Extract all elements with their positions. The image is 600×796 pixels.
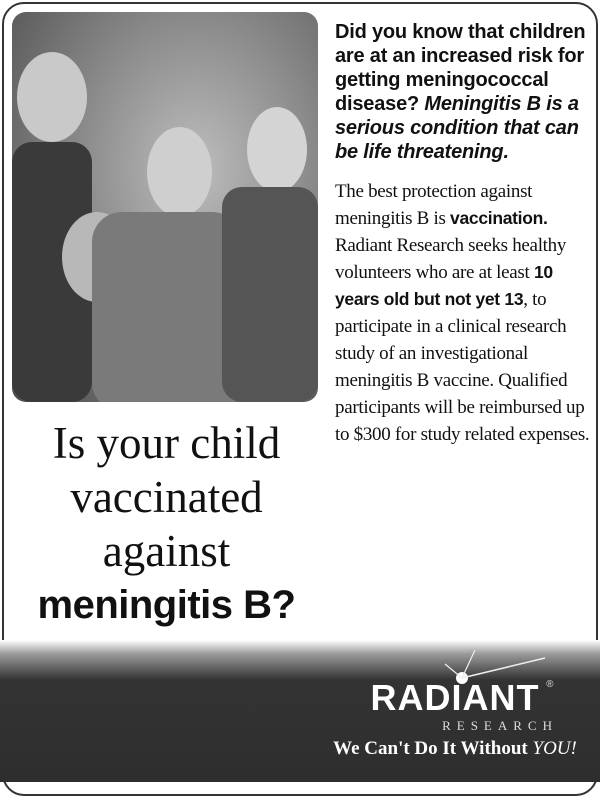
body-age: 10 years old but not yet 13 <box>335 262 553 309</box>
headline-line: vaccinated <box>70 472 263 522</box>
family-photo <box>12 12 318 402</box>
logo-subtitle: RESEARCH <box>442 718 558 733</box>
tagline-emphasis: YOU! <box>532 738 577 759</box>
right-column <box>335 20 598 448</box>
hook-text <box>335 20 598 164</box>
tagline-text: We Can't Do It Without <box>333 738 533 759</box>
headline-line: against <box>102 526 231 576</box>
headline-line: meningitis B? <box>37 583 296 627</box>
headline-line: Is your child <box>52 418 281 468</box>
body-p1: The best protection against meningitis B is <box>335 181 533 229</box>
hook-emphasis: Meningitis B is a serious condition that can be life threatening. <box>335 93 579 163</box>
logo-text: RADIANT <box>370 677 540 718</box>
headline <box>14 416 319 632</box>
body-p2: Radiant Research seeks healthy volunteers who are at least <box>335 235 567 283</box>
tagline <box>333 738 577 760</box>
body-p3: , to participate in a clinical research study of an investigational meningitis B vaccine. Qualified participants will be reimbursed up to $300 for study related expenses. <box>335 289 590 445</box>
body-text <box>335 178 598 448</box>
brand-block <box>330 677 580 760</box>
radiant-logo <box>370 677 554 718</box>
hook-question: Did you know that children are at an increased risk for getting meningococcal disease? <box>335 21 586 115</box>
body-vaccination: vaccination. <box>450 208 548 228</box>
registered-mark: ® <box>546 679 554 690</box>
